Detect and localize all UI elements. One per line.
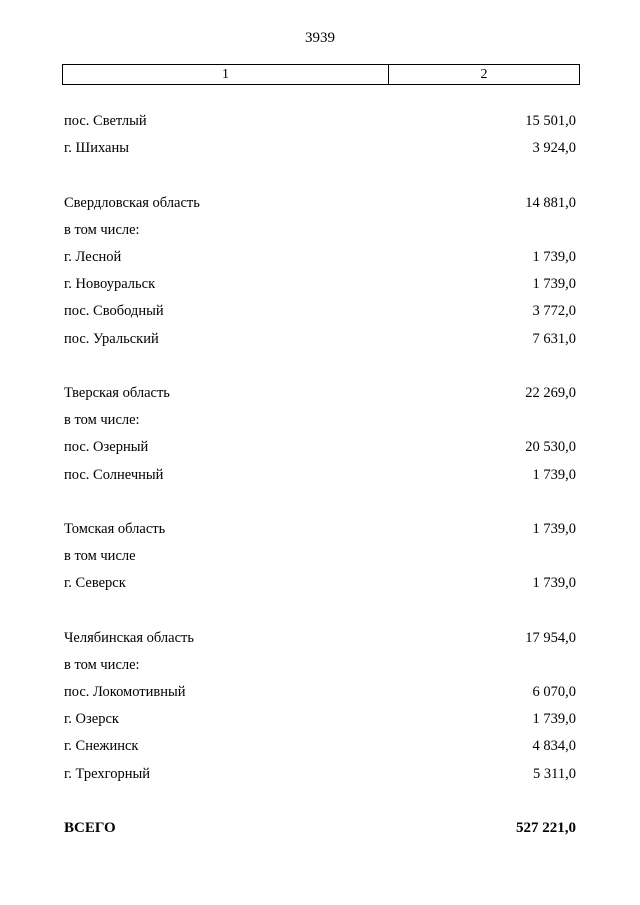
row-name: в том числе: [64,656,140,673]
table-row [64,407,576,434]
row-value: 1 739,0 [532,466,576,483]
row-name: пос. Светлый [64,113,147,130]
table-row [64,516,576,543]
table-row [64,135,576,162]
row-value: 1 739,0 [532,575,576,592]
row-name: пос. Свободный [64,303,164,320]
row-value: 1 739,0 [532,276,576,293]
row-name: г. Снежинск [64,738,139,755]
row-name: пос. Озерный [64,439,149,456]
table-body [64,108,576,842]
row-name: г. Новоуральск [64,276,156,293]
table-row [64,625,576,652]
row-name: г. Лесной [64,249,122,266]
page-number: 3939 [305,30,335,46]
table-row [64,434,576,461]
table-row [64,380,576,407]
table-row [64,570,576,597]
table-row [64,271,576,298]
row-value: 5 311,0 [533,765,576,782]
table-row [64,543,576,570]
table-row [64,733,576,760]
row-value: 20 530,0 [525,439,576,456]
row-value: 3 772,0 [532,303,576,320]
table-row [64,298,576,325]
row-name: пос. Локомотивный [64,684,186,701]
row-name: пос. Уральский [64,330,159,347]
total-label: ВСЕГО [64,819,116,836]
table-row [64,217,576,244]
row-value: 6 070,0 [532,684,576,701]
row-value: 15 501,0 [525,113,576,130]
table-row-spacer [64,162,576,189]
table-row [64,706,576,733]
row-name: в том числе: [64,412,140,429]
table-row [64,761,576,788]
table-row [64,679,576,706]
header-column-1: 1 [63,65,389,84]
total-row [64,815,576,842]
header-column-2: 2 [480,66,488,82]
row-name: в том числе: [64,221,140,238]
table-header [62,64,580,85]
row-value: 4 834,0 [532,738,576,755]
table-row-spacer [64,353,576,380]
table-row [64,244,576,271]
row-name: Томская область [64,520,166,537]
table-row [64,326,576,353]
row-value: 7 631,0 [532,330,576,347]
row-value: 1 739,0 [532,520,576,537]
row-value: 17 954,0 [525,629,576,646]
row-name: пос. Солнечный [64,466,164,483]
row-name: г. Северск [64,575,126,592]
table-row-spacer [64,788,576,815]
row-name: Свердловская область [64,194,200,211]
row-name: г. Трехгорный [64,765,150,782]
row-name: Челябинская область [64,629,194,646]
row-name: Тверская область [64,384,170,401]
table-row [64,108,576,135]
row-value: 22 269,0 [525,384,576,401]
row-value: 14 881,0 [525,194,576,211]
table-row-spacer [64,489,576,516]
table-row-spacer [64,597,576,624]
row-name: в том числе [64,548,136,565]
table-row [64,652,576,679]
row-name: г. Озерск [64,711,119,728]
table-row [64,461,576,488]
row-value: 1 739,0 [532,249,576,266]
total-value: 527 221,0 [516,819,576,836]
row-name: г. Шиханы [64,140,129,157]
row-value: 1 739,0 [532,711,576,728]
table-row [64,190,576,217]
row-value: 3 924,0 [532,140,576,157]
